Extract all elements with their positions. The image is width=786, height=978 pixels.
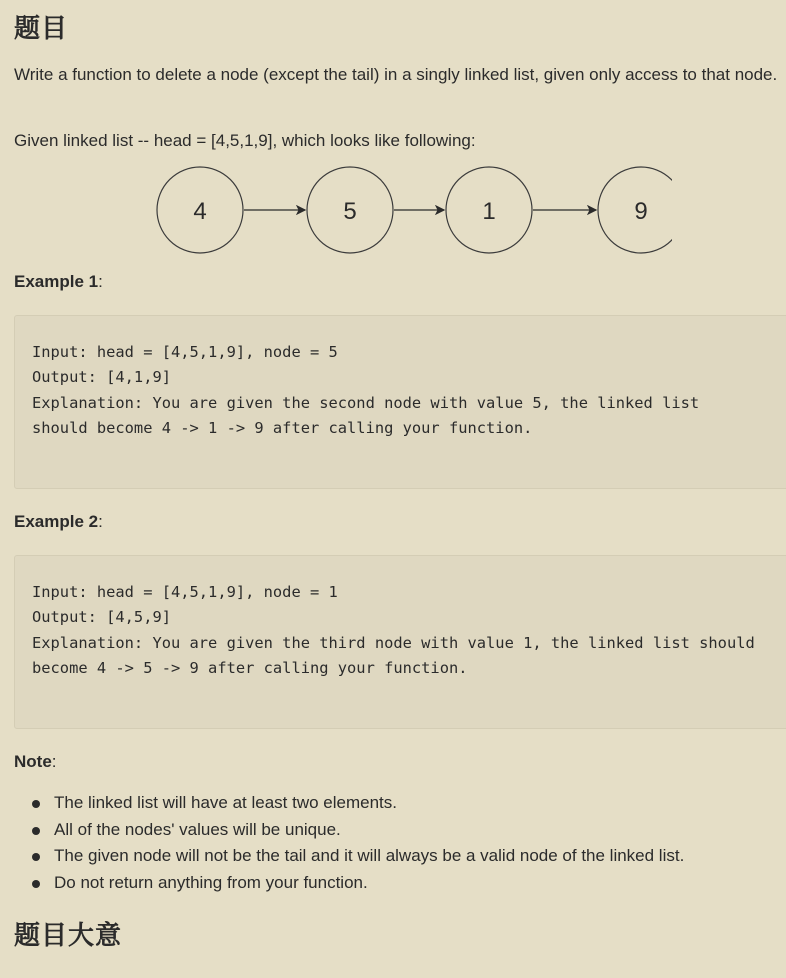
example-2-label: Example 2: (14, 512, 103, 531)
problem-description: Write a function to delete a node (except the tail) in a singly linked list, given only access to that node. (14, 65, 778, 84)
list-item (14, 870, 684, 897)
list-item (14, 790, 684, 817)
code-line: Explanation: You are given the third node with value 1, the linked list should (32, 633, 755, 652)
note-item-text: All of the nodes' values will be unique. (54, 819, 341, 839)
example-label-text: Example 1 (14, 272, 99, 291)
note-label: Note: (14, 752, 57, 771)
bullet-icon (32, 800, 40, 808)
linked-list-diagram (142, 165, 672, 259)
code-line: Input: head = [4,5,1,9], node = 1 (32, 583, 338, 601)
example-label-text: Example 2 (14, 512, 99, 531)
example-1-label: Example 1: (14, 272, 103, 291)
section-title-summary: 题目大意 (14, 921, 123, 951)
bullet-icon (32, 827, 40, 835)
code-line: become 4 -> 5 -> 9 after calling your function. (32, 659, 468, 678)
note-item-text: The given node will not be the tail and it will always be a valid node of the linked list. (54, 846, 685, 866)
bullet-icon (32, 880, 40, 888)
note-label-text: Note (14, 752, 52, 771)
code-line: should become 4 -> 1 -> 9 after calling your function. (32, 419, 533, 438)
example-1-code-block (14, 315, 786, 489)
list-item (14, 817, 684, 844)
list-node-value: 1 (482, 198, 496, 225)
example-2-code-block (14, 555, 786, 729)
code-line: Explanation: You are given the second node with value 5, the linked list (32, 393, 700, 412)
list-node-value: 4 (193, 198, 207, 225)
code-line: Output: [4,1,9] (32, 368, 171, 387)
bullet-icon (32, 853, 40, 861)
list-node-value: 9 (634, 198, 648, 225)
list-item (14, 843, 684, 870)
list-node-value: 5 (343, 198, 357, 225)
note-list (14, 790, 684, 897)
page-title: 题目 (14, 14, 69, 44)
code-line: Output: [4,5,9] (32, 608, 171, 627)
note-item-text: The linked list will have at least two elements. (54, 793, 397, 812)
note-item-text: Do not return anything from your function. (54, 873, 368, 893)
code-line: Input: head = [4,5,1,9], node = 5 (32, 343, 338, 361)
given-list-text: Given linked list -- head = [4,5,1,9], which looks like following: (14, 131, 476, 150)
